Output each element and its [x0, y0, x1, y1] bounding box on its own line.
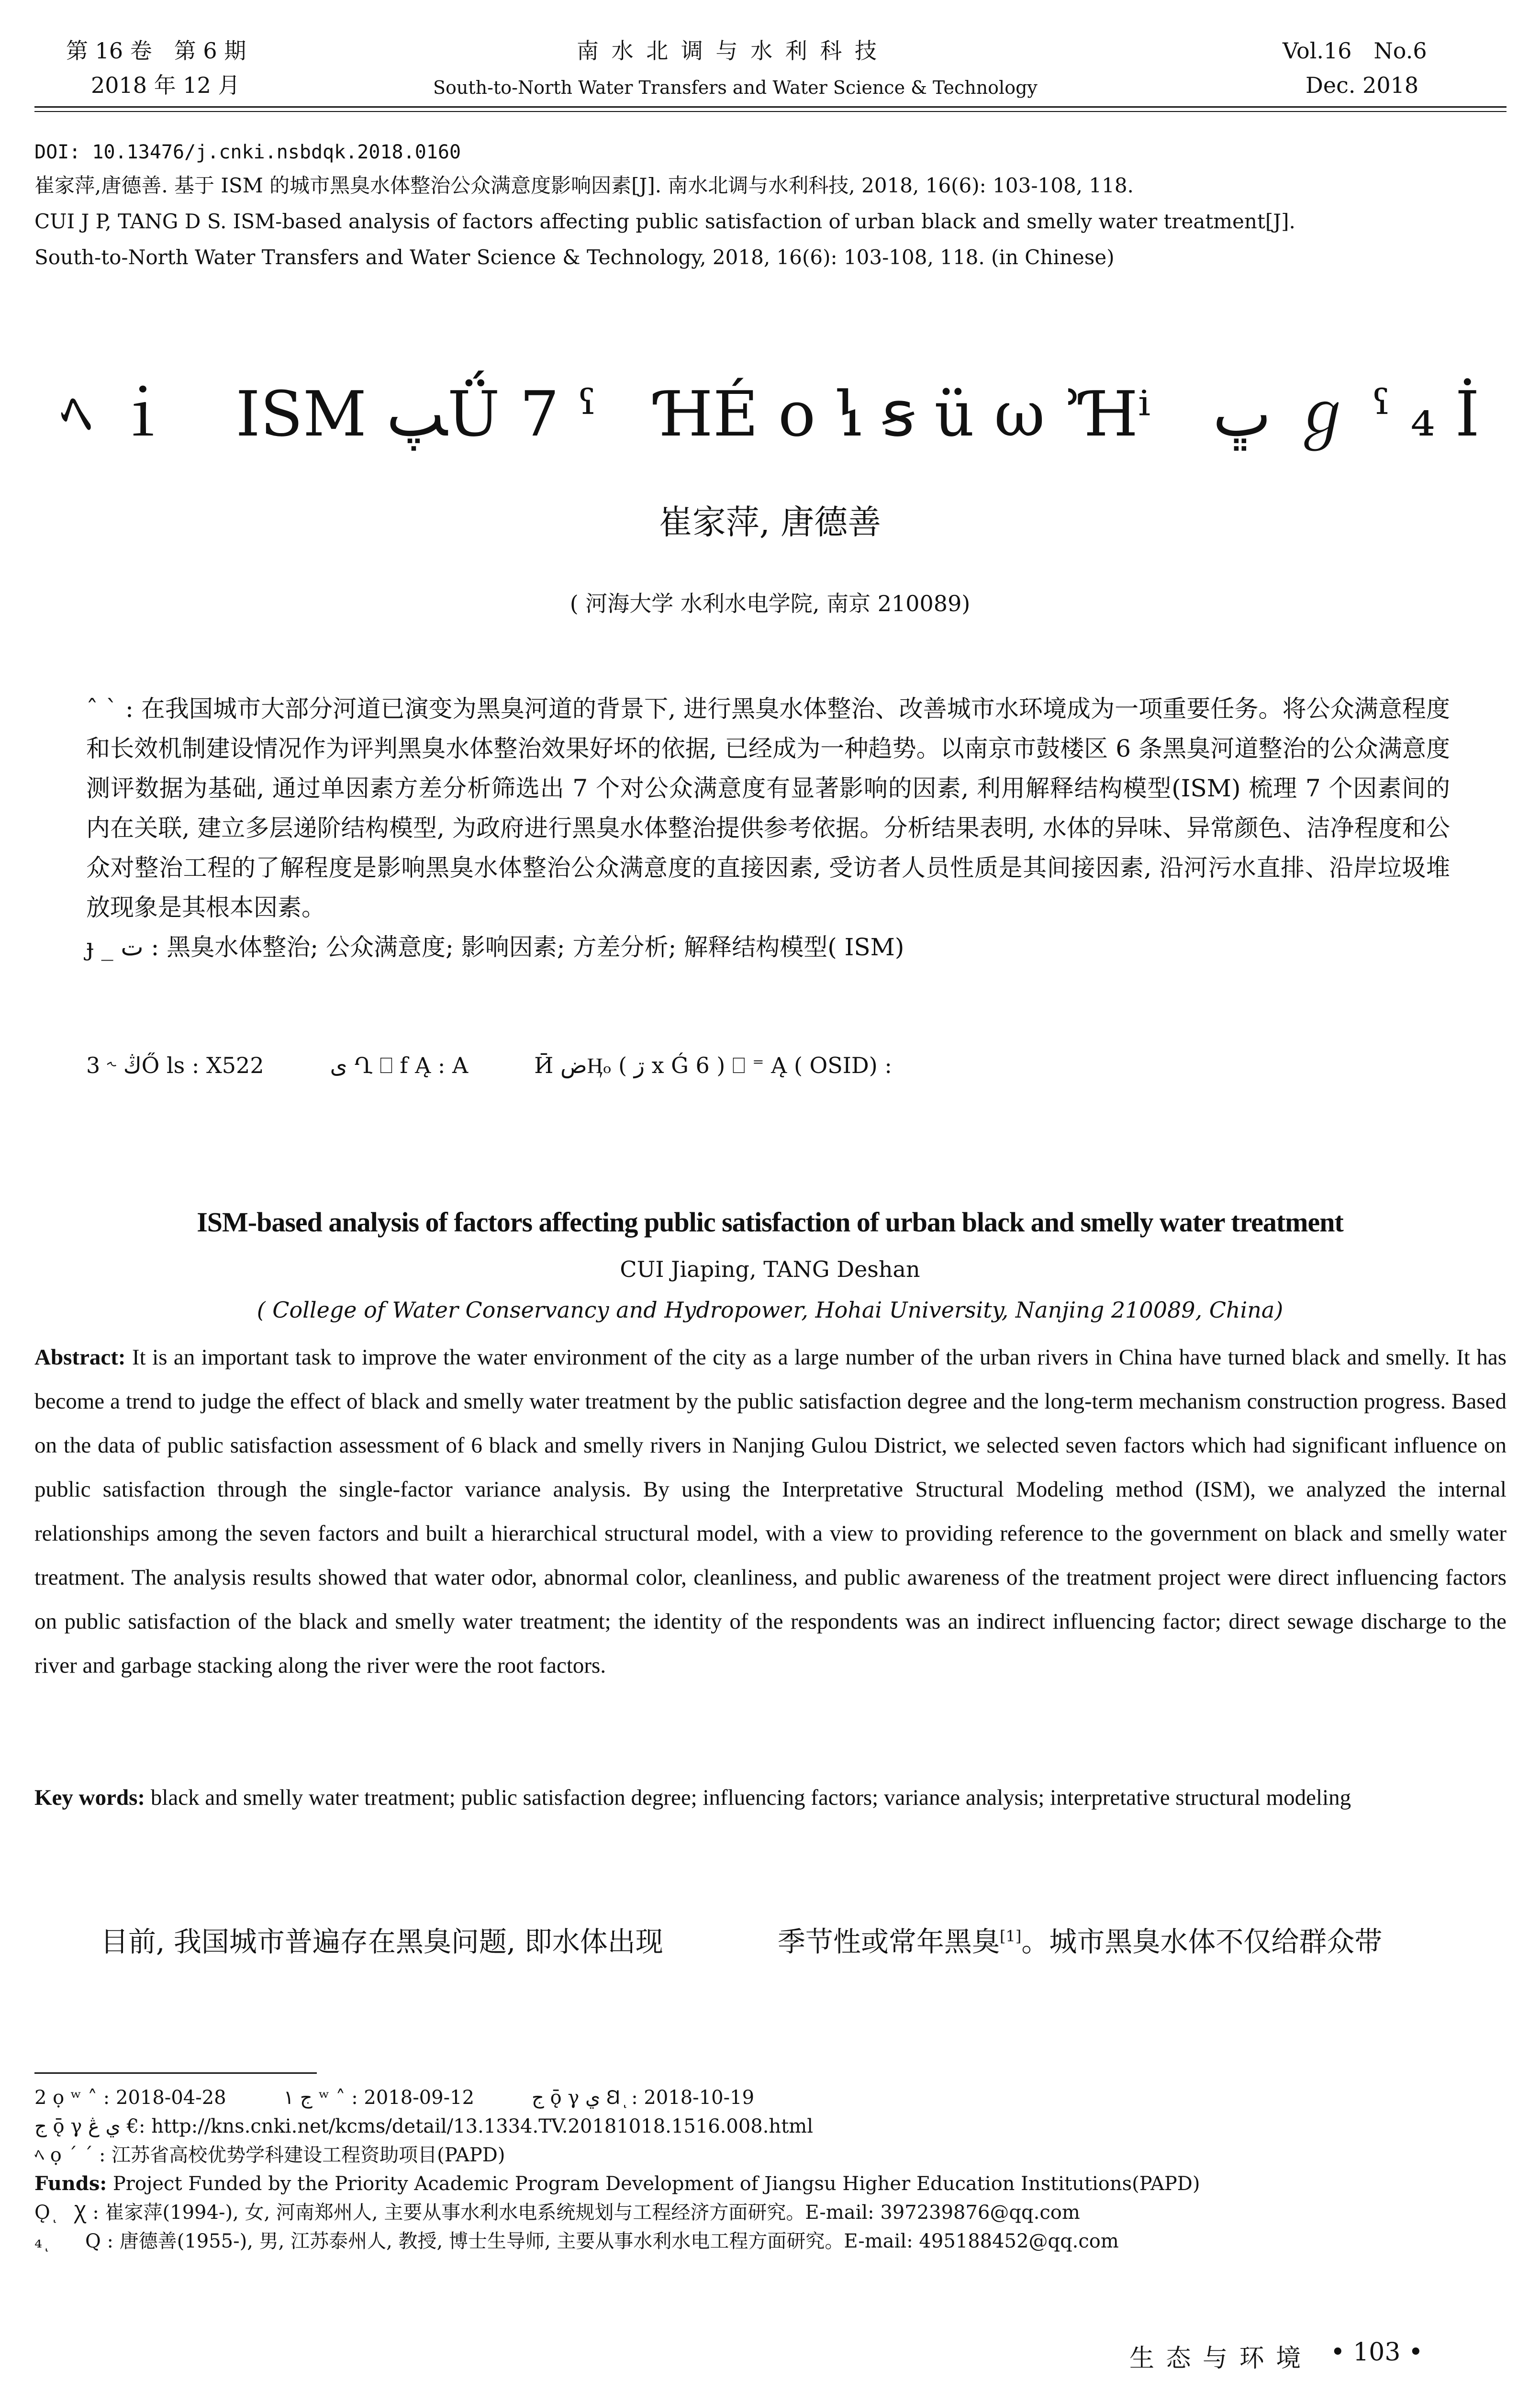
journal-vol-en: Vol.16 No.6 — [1283, 38, 1427, 64]
keywords-cn-label: ɟ _ ت — [86, 933, 144, 961]
keywords-cn-text: : 黑臭水体整治; 公众满意度; 影响因素; 方差分析; 解释结构模型( ISM) — [151, 933, 904, 961]
body-text-right-b: 。城市黑臭水体不仅给群众带 — [1021, 1925, 1383, 1958]
abstract-cn-text: : 在我国城市大部分河道已演变为黑臭河道的背景下, 进行黑臭水体整治、改善城市水环境成为一项重要任务。将公众满意程度和长效机制建设情况作为评判黑臭水体整治效果好坏的依据, 已经成为一种趋势。以南京市鼓楼区 6 条黑臭河道整治的公众满意度测评数据为基础, 通过单因素方差分析筛选出 7 个对公众满意度有显著影响的因素, 利用解释结构模型(ISM) 梳理 7 个因素间的内在关联, 建立多层递阶结构模型, 为政府进行黑臭水体整治提供参考依据。分析结果表明, 水体的异味、异常颜色、洁净程度和公众对整治工程的了解程度是影响黑臭水体整治公众满意度的直接因素, 受访者人员性质是其间接因素, 沿河污水直排、沿岸垃圾堆放现象是其根本因素。 — [86, 695, 1450, 921]
header-rule-bottom — [34, 111, 1507, 112]
body-text-right-a: 季节性或常年黑臭 — [778, 1925, 1000, 1958]
citation-en-line1: CUI J P, TANG D S. ISM-based analysis of factors affecting public satisfaction of urban black and smelly water treatment[J]. — [34, 210, 1295, 233]
affiliation-cn: ( 河海大学 水利水电学院, 南京 210089) — [569, 591, 971, 616]
footnote-fund-en-text: Project Funded by the Priority Academic Program Development of Jiangsu Higher Education Institutions(PAPD) — [112, 2173, 1200, 2195]
abstract-en — [34, 1335, 1507, 1688]
abstract-cn-label: ˆ ˋ — [86, 695, 118, 723]
journal-date: 2018 年 12 月 — [91, 72, 240, 98]
citation-cn: 崔家萍,唐德善. 基于 ISM 的城市黑臭水体整治公众满意度影响因素[J]. 南水北调与水利科技, 2018, 16(6): 103-108, 118. — [34, 174, 1134, 197]
footnote-rule — [34, 2072, 317, 2074]
footnote-author1: Ǫ ͅ Ꭓ : 崔家萍(1994-), 女, 河南郑州人, 主要从事水利水电系统规划与工程经济方面研究。E-mail: 397239876@qq.com — [34, 2202, 1080, 2224]
footnote-dates: 2 ọ ʷ ˄ : 2018-04-28 ج ١ ʷ ˄ : 2018-09-12 ج ǭ γ ي Ꞛ ͅ : 2018-10-19 — [34, 2087, 755, 2109]
footnote-fund-cn: ﾍ ọ ˊ ˊ : 江苏省高校优势学科建设工程资助项目(PAPD) — [34, 2144, 505, 2166]
keywords-en-label: Key words: — [34, 1785, 145, 1810]
citation-en-line2: South-to-North Water Transfers and Water Science & Technology, 2018, 16(6): 103-108, 118. (in Chinese) — [34, 246, 1115, 269]
authors-en: CUI Jiaping, TANG Deshan — [620, 1256, 920, 1282]
reference-mark: [1] — [1000, 1927, 1022, 1946]
article-title-cn: ﾍ ｉ ISM ﭗǗ 7 ˤ ꞪÉ o ꝇ ꞩ ü ω ʾꞪⁱ ڀ ℊ ˁ ₄ İ — [60, 378, 1480, 450]
journal-name-cn: 南 水 北 调 与 水 利 科 技 — [577, 38, 880, 64]
article-title-en: ISM-based analysis of factors affecting public satisfaction of urban black and smelly water treatment — [197, 1207, 1343, 1238]
footnote-author2: ₄ ͅ Q : 唐德善(1955-), 男, 江苏泰州人, 教授, 博士生导师, 主要从事水利水电工程方面研究。E-mail: 495188452@qq.com — [34, 2230, 1119, 2252]
journal-date-en: Dec. 2018 — [1306, 72, 1419, 98]
body-text-right — [778, 1919, 1382, 1959]
abstract-cn — [86, 689, 1450, 967]
footnote-fund-en — [34, 2170, 1200, 2197]
journal-name-en: South-to-North Water Transfers and Water Science & Technology — [433, 77, 1038, 98]
page-number: • 103 • — [1330, 2338, 1423, 2367]
doi: DOI: 10.13476/j.cnki.nsbdqk.2018.0160 — [34, 141, 461, 163]
footnote-url: ج ǭ γ ي ڠ €: http://kns.cnki.net/kcms/detail/13.1334.TV.20181018.1516.008.html — [34, 2115, 813, 2137]
authors-cn: 崔家萍, 唐德善 — [658, 503, 882, 542]
keywords-en — [34, 1776, 1507, 1820]
keywords-en-text: black and smelly water treatment; public satisfaction degree; influencing factors; variance analysis; interpretative structural modeling — [150, 1785, 1351, 1810]
abstract-en-text: It is an important task to improve the water environment of the city as a large number of the urban rivers in China have turned black and smelly. It has become a trend to judge the effect of black and smelly water treatment by the public satisfaction degree and the long-term mechanism construction progress. Based on the data of public satisfaction assessment of 6 black and smelly rivers in Nanjing Gulou District, we selected seven factors which had significant influence on public satisfaction through the single-factor variance analysis. By using the Interpretative Structural Modeling method (ISM), we analyzed the internal relationships among the seven factors and built a hierarchical structural model, with a view to providing reference to the government on black and smelly water treatment. The analysis results showed that water odor, abnormal color, cleanliness, and public awareness of the treatment project were direct influencing factors on public satisfaction of the black and smelly water treatment; the identity of the respondents was an indirect influencing factor; direct sewage discharge to the river and garbage stacking along the river were the root factors. — [34, 1345, 1507, 1678]
journal-volume-issue: 第 16 卷 第 6 期 — [66, 38, 246, 64]
affiliation-en: ( College of Water Conservancy and Hydropower, Hohai University, Nanjing 210089, China) — [257, 1297, 1283, 1323]
classification-line: 3 ˞ ڭŐ ls : X522 ى Ղ ⎕ f Ą : A Ӣ ضӉₒ ( ڗ x Ǵ 6 ) ⎕ ⁼ Ą ( OSID) : — [86, 1052, 892, 1078]
body-text-left: 目前, 我国城市普遍存在黑臭问题, 即水体出现 — [100, 1925, 663, 1958]
footer-section: 生 态 与 环 境 — [1129, 2344, 1303, 2373]
abstract-en-label: Abstract: — [34, 1345, 126, 1370]
header-rule-top — [34, 106, 1507, 108]
footnote-fund-en-label: Funds: — [34, 2172, 107, 2195]
